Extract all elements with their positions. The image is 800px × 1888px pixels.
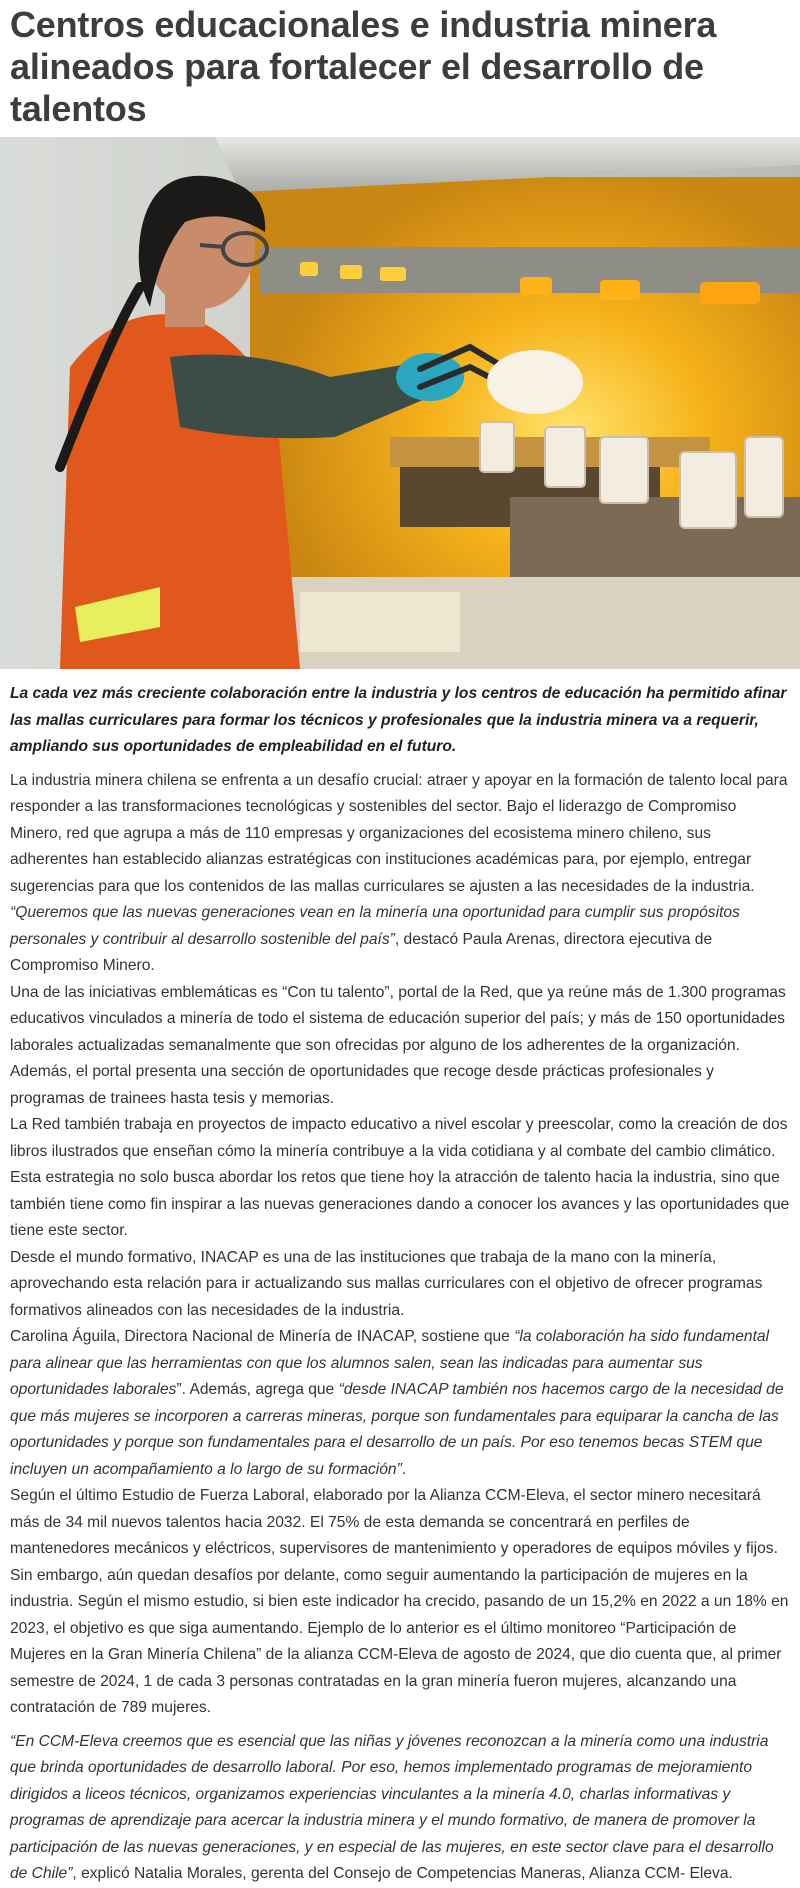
paragraph-9-attribution: , explicó Natalia Morales, gerenta del Consejo de Competencias Maneras, Alianza CCM- Eleva.: [72, 1865, 733, 1882]
paragraph-3: Una de las iniciativas emblemáticas es “Con tu talento”, portal de la Red, que ya reúne más de 1.300 programas educativos vinculados a minería de todo el sistema de educación superior del país; y más de 150 oportunidades laborales actualizadas semanalmente que son ofrecidas por alguno de los adherentes de la organización. Además, el portal presenta una sección de oportunidades que recoge desde prácticas profesionales y programas de trainees hasta tesis y memorias.: [10, 983, 786, 1107]
article-hero-image: [0, 137, 800, 669]
paragraph-9: [10, 1729, 790, 1888]
paragraph-6-end: .: [401, 1460, 407, 1478]
quote-carolina-aguila-2: “desde INACAP también nos hacemos cargo de la necesidad de que más mujeres se incorporen a carreras mineras, porque son fundamentales para equiparar la cancha de las oportunidades y porque son fundamentales para el desarrollo de un país. Por eso tenemos becas STEM que incluyen un acompañamiento a lo largo de su formación”: [10, 1381, 784, 1478]
quote-paula-arenas: “Queremos que las nuevas generaciones vean en la minería una oportunidad para cumplir sus propósitos personales y contribuir al desarrollo sostenible del país”: [10, 904, 740, 948]
article-title: Centros educacionales e industria minera alineados para fortalecer el desarrollo de talentos: [10, 4, 717, 129]
article-body: [0, 669, 800, 1888]
paragraph-8: Sin embargo, aún quedan desafíos por delante, como seguir aumentando la participación de mujeres en la industria. Según el mismo estudio, si bien este indicador ha crecido, pasando de un 15,2% en 2022 a un 18% en 2023, el objetivo es que siga aumentando. Ejemplo de lo anterior es el último monitoreo “Participación de Mujeres en la Gran Minería Chilena” de la alianza CCM-Eleva de agosto de 2024, que dio cuenta que, al primer semestre de 2024, 1 de cada 3 personas contratadas en la gran minería fueron mujeres, alcanzando una contratación de 789 mujeres.: [10, 1566, 789, 1716]
paragraph-1: La industria minera chilena se enfrenta a un desafío crucial: atraer y apoyar en la formación de talento local para responder a las transformaciones tecnológicas y sostenibles del sector. Bajo el liderazgo de Compromiso Minero, red que agrupa a más de 110 empresas y organizaciones del ecosistema minero chileno, sus adherentes han establecido alianzas estratégicas con instituciones académicas para, por ejemplo, entregar sugerencias para que los contenidos de las mallas curriculares se ajusten a las necesidades de la industria.: [10, 771, 788, 895]
lab-worker-photo: [0, 137, 800, 669]
article-lead: La cada vez más creciente colaboración entre la industria y los centros de educación ha permitido afinar las mallas curriculares para formar los técnicos y profesionales que la industria minera va a requerir, ampliando sus oportunidades de empleabilidad en el futuro.: [10, 685, 787, 755]
quote-natalia-morales: “En CCM-Eleva creemos que es esencial que las niñas y jóvenes reconozcan a la minería como una industria que brinda oportunidades de desarrollo laboral. Por eso, hemos implementado programas de mejoramiento dirigidos a liceos técnicos, organizamos experiencias vinculantes a la minería 4.0, charlas informativas y programas de aprendizaje para acercar la industria minera y el mundo formativo, de manera de promover la participación de las nuevas generaciones, y en especial de las mujeres, en este sector clave para el desarrollo de Chile”: [10, 1732, 774, 1882]
paragraph-5: Desde el mundo formativo, INACAP es una de las instituciones que trabaja de la mano con la minería, aprovechando esta relación para ir actualizando sus mallas curriculares con el objetivo de ofrecer programas formativos alineados con las necesidades de la industria.: [10, 1248, 763, 1319]
paragraph-4: La Red también trabaja en proyectos de impacto educativo a nivel escolar y preescolar, como la creación de dos libros ilustrados que enseñan cómo la minería contribuye a la vida cotidiana y al combate del cambio climático. Esta estrategia no solo busca abordar los retos que tiene hoy la atracción de talento hacia la industria, sino que también tiene como fin inspirar a las nuevas generaciones dando a conocer los avances y las oportunidades que tiene este sector.: [10, 1116, 790, 1239]
paragraph-6: [10, 1324, 790, 1483]
paragraph-6-connector: ”. Además, agrega que: [176, 1381, 339, 1398]
paragraph-6-intro: Carolina Águila, Directora Nacional de Minería de INACAP, sostiene que: [10, 1328, 515, 1345]
paragraph-7: Según el último Estudio de Fuerza Laboral, elaborado por la Alianza CCM-Eleva, el sector minero necesitará más de 34 mil nuevos talentos hacia 2032. El 75% de esta demanda se concentrará en perfiles de mantenedores mecánicos y eléctricos, supervisores de mantenimiento y operadores de equipos móviles y fijos.: [10, 1487, 778, 1557]
paragraph-2-attribution: , destacó Paula Arenas, directora ejecutiva de Compromiso Minero.: [10, 930, 713, 974]
paragraph-2: [10, 900, 790, 980]
quote-carolina-aguila-1: “la colaboración ha sido fundamental para alinear que las herramientas con que los alumnos salen, sean las indicadas para aumentar sus oportunidades laborales: [10, 1328, 770, 1398]
